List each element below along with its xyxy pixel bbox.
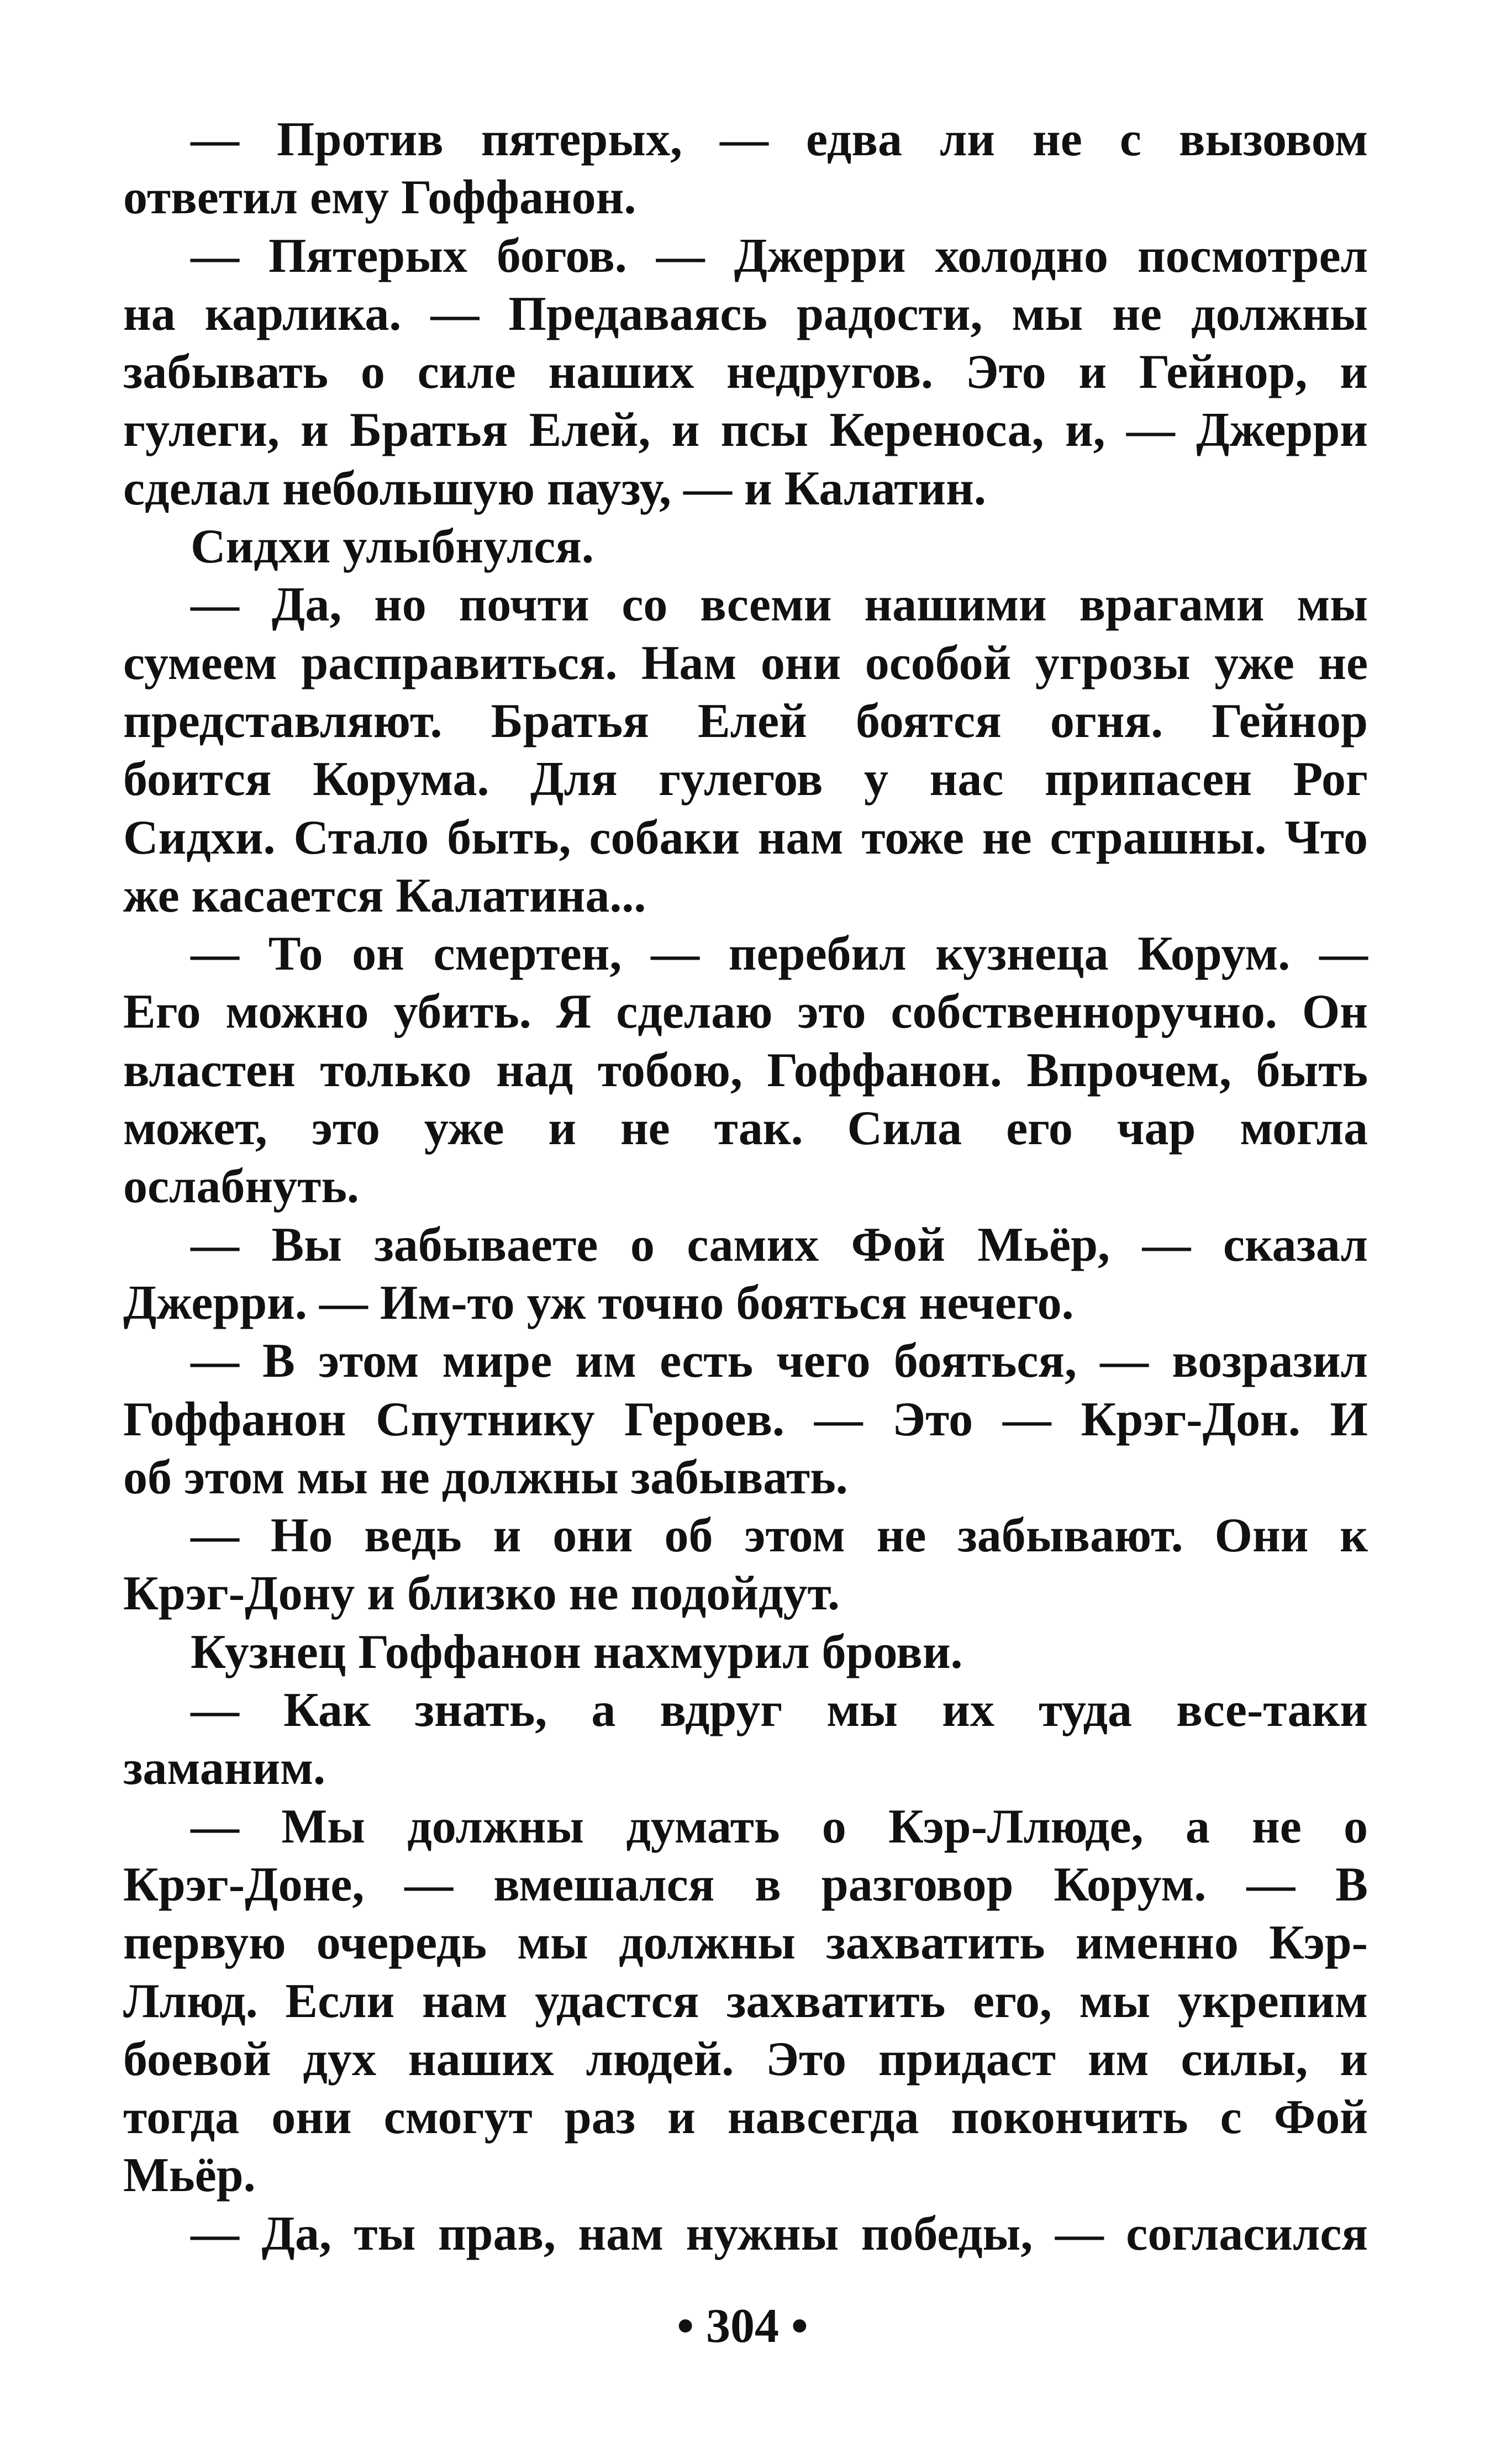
paragraph [123,1623,1368,1681]
text-line: — В этом мире им есть чего бояться, — возразил [191,1334,1368,1388]
text-line: Кузнец Гоффанон нахмурил брови. [191,1625,963,1679]
text-line: боится Корума. Для гулегов у нас припасен Рог [123,752,1368,807]
text-line: — Вы забываете о самих Фой Мьёр, — сказал [191,1218,1368,1272]
page-number: • 304 • [677,2299,808,2353]
paragraph [123,227,1368,518]
text-line: гулеги, и Братья Елей, и псы Кереноса, и, — Джерри [123,403,1368,457]
text-line: боевой дух наших людей. Это придаст им силы, и [123,2032,1368,2086]
text-line: забывать о силе наших недругов. Это и Гейнор, и [123,345,1368,399]
text-line: ответил ему Гоффанон. [123,171,636,225]
text-line: — Как знать, а вдруг мы их туда все-таки [191,1683,1368,1738]
paragraph [123,925,1368,1215]
text-line: Джерри. — Им-то уж точно бояться нечего. [123,1276,1074,1330]
text-line: Гоффанон Спутнику Героев. — Это — Крэг-Дон. И [123,1392,1368,1446]
page-body-text [123,110,1368,2263]
text-line: Ллюд. Если нам удастся захватить его, мы укрепим [123,1974,1368,2028]
text-line: сумеем расправиться. Нам они особой угрозы уже не [123,636,1368,690]
text-line: об этом мы не должны забывать. [123,1450,848,1504]
text-line: Крэг-Доне, — вмешался в разговор Корум. — В [123,1857,1368,1912]
paragraph [123,518,1368,576]
text-line: — Против пятерых, — едва ли не с вызовом [191,113,1368,166]
text-line: заманим. [123,1741,326,1796]
text-line: тогда они смогут раз и навсегда покончить с Фой [123,2091,1368,2145]
text-line: — То он смертен, — перебил кузнеца Корум. — [191,927,1368,981]
paragraph [123,1507,1368,1623]
text-line: представляют. Братья Елей боятся огня. Гейнор [123,694,1368,748]
paragraph [123,2205,1368,2263]
text-line: — Пятерых богов. — Джерри холодно посмотрел [191,229,1368,283]
text-line: первую очередь мы должны захватить именно Кэр- [123,1916,1368,1970]
text-line: ослабнуть. [123,1160,359,1214]
text-line: — Но ведь и они об этом не забывают. Они к [191,1509,1368,1563]
text-line: — Мы должны думать о Кэр-Ллюде, а не о [191,1799,1368,1854]
paragraph [123,576,1368,925]
text-line: может, это уже и не так. Сила его чар могла [123,1102,1368,1156]
text-line: властен только над тобою, Гоффанон. Впрочем, быть [123,1043,1368,1097]
paragraph [123,1798,1368,2205]
text-line: на карлика. — Предаваясь радости, мы не должны [123,287,1368,341]
text-line: Мьёр. [123,2149,256,2203]
text-line: Крэг-Дону и близко не подойдут. [123,1567,840,1621]
text-line: — Да, ты прав, нам нужны победы, — согласился [191,2207,1368,2261]
text-line: же касается Калатина... [123,868,646,923]
text-line: сделал небольшую паузу, — и Калатин. [123,461,986,515]
text-line: Сидхи. Стало быть, собаки нам тоже не страшны. Что [123,810,1368,865]
text-line: Его можно убить. Я сделаю это собственноручно. Он [123,985,1368,1039]
text-line: — Да, но почти со всеми нашими врагами мы [191,578,1368,632]
paragraph [123,1216,1368,1333]
paragraph [123,110,1368,227]
paragraph [123,1681,1368,1798]
paragraph [123,1332,1368,1507]
text-line: Сидхи улыбнулся. [191,520,594,574]
